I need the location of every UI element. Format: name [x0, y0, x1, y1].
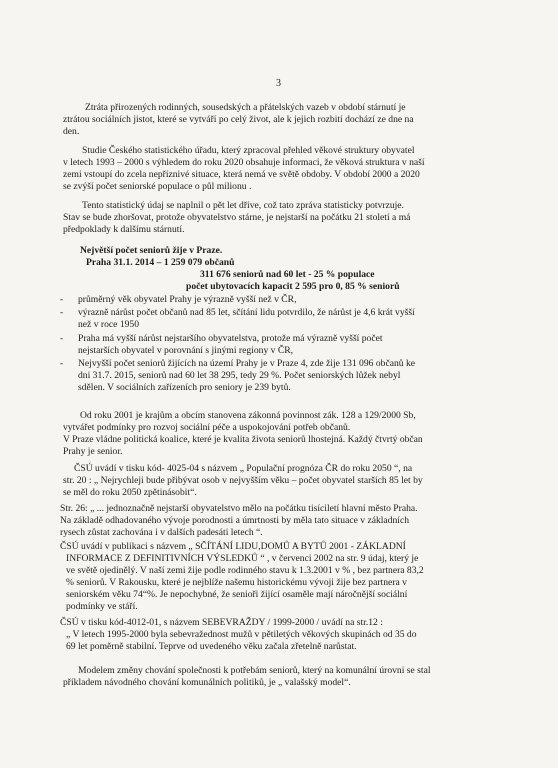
page-number: 3 — [276, 78, 281, 89]
bullet-dash: - — [60, 294, 64, 305]
paragraph-line: Prahy je senior. — [63, 446, 123, 457]
paragraph-line: se zvýší počet seniorské populace o půl milionu . — [63, 181, 252, 192]
paragraph-line: Studie Českého statistického úřadu, který zpracoval přehled věkové struktury obyvatel — [82, 145, 415, 156]
paragraph-line: % seniorů. V Rakousku, které je nejblíže našemu historickému vývoji žije bez partnera v — [66, 577, 407, 588]
list-item: sdělen. V sociálních zařízeních pro seniory je 239 bytů. — [78, 382, 291, 393]
list-item: dni 31.7. 2015, seniorů nad 60 let 38 295, tedy 29 %. Počet seniorských lůžek nebyl — [78, 370, 401, 381]
paragraph-line: Stav se bude zhoršovat, protože obyvatelstvo stárne, je nejstarší na počátku 21 století a má — [63, 212, 411, 223]
paragraph-line: vytvářet podmínky pro rozvoj sociální péče a uspokojování potřeb občanů. — [63, 422, 351, 433]
paragraph-line: ČSÚ v tisku kód-4012-01, s názvem SEBEVRAŽDY / 1999-2000 / uvádí na str.12 : — [60, 617, 383, 628]
paragraph-line: str. 20 : „ Nejrychleji bude přibývat osob v nejvyšším věku – počet obyvatel starších 85 let by — [63, 475, 423, 486]
paragraph-line: „ V letech 1995-2000 byla sebevražednost mužů v pětiletých věkových skupinách od 35 do — [66, 629, 417, 640]
paragraph-line: v letech 1993 – 2000 s výhledem do roku 2020 obsahuje informaci, že věková struktura v naší — [63, 157, 425, 168]
heading: 311 676 seniorů nad 60 let - 25 % populace — [200, 269, 375, 280]
paragraph-line: seniorském věku 74“%. Je nepochybné, že senioři žijící osaměle mají náročnější sociální — [66, 589, 408, 600]
list-item: výrazně nárůst počet občanů nad 85 let, sčítání lidu potvrdilo, že nárůst je 4,6 krát vyšší — [78, 307, 415, 318]
list-item: Nejvyšší počet seniorů žijících na území Prahy je v Praze 4, zde žije 131 096 občanů ke — [78, 358, 416, 369]
bullet-dash: - — [60, 358, 64, 369]
paragraph-line: předpoklady k dalšímu stárnutí. — [63, 224, 185, 235]
paragraph-line: INFORMACE Z DEFINITIVNÍCH VÝSLEDKŮ “ , v červenci 2002 na str. 9 údaj, který je — [66, 553, 419, 564]
paragraph-line: ČSÚ uvádí v tisku kód- 4025-04 s názvem „ Populační prognóza ČR do roku 2050 “, na — [74, 463, 413, 474]
paragraph-line: ČSÚ uvádí v publikaci s názvem „ SČÍTÁNÍ LIDU,DOMŮ A BYTŮ 2001 - ZÁKLADNÍ — [60, 541, 406, 552]
paragraph-line: 69 let poměrně stabilní. Teprve od uvedeného věku začala zřetelně narůstat. — [66, 641, 357, 652]
paragraph-line: Str. 26: „ ... jednoznačně nejstarší obyvatelstvo mělo na počátku tisíciletí hlavní město Praha. — [60, 503, 418, 514]
paragraph-line: Modelem změny chování společnosti k potřebám seniorů, který na komunální úrovni se stal — [78, 665, 431, 676]
list-item: Praha má vyšší nárůst nejstaršího obyvatelstva, protože má výrazně vyšší počet — [78, 333, 383, 344]
paragraph-line: se měl do roku 2050 zpětinásobit“. — [63, 487, 197, 498]
heading: Největší počet seniorů žije v Praze. — [80, 245, 223, 256]
paragraph-line: Na základě odhadovaného vývoje porodnosti a úmrtnosti by měla tato situace v základních — [60, 515, 410, 526]
list-item: nejstarších obyvatel v porovnání s jinými regiony v ČR, — [78, 345, 294, 356]
bullet-dash: - — [60, 333, 64, 344]
heading: počet ubytovacích kapacit 2 595 pro 0, 85 % seniorů — [186, 281, 400, 292]
paragraph-line: rysech zůstat zachována i v dalších padesáti letech “. — [60, 527, 263, 538]
list-item: než v roce 1950 — [78, 319, 140, 330]
paragraph-line: podmínky ve stáří. — [66, 601, 138, 612]
heading: Praha 31.1. 2014 – 1 259 079 občanů — [86, 257, 235, 268]
paragraph-line: zemi vstoupí do zcela nepříznivé situace, která nemá ve světě obdoby. V období 2000 a 2020 — [63, 169, 420, 180]
list-item: průměrný věk obyvatel Prahy je výrazně vyšší než v ČR, — [78, 294, 297, 305]
bullet-dash: - — [60, 307, 64, 318]
paragraph-line: ztrátou sociálních jistot, které se vytváří po celý život, ale k jejich rozbití dochází ze dne na — [63, 114, 414, 125]
paragraph-line: ve světě ojedinělý. V naší zemi žije podle rodinného stavu k 1.3.2001 v % , bez partnera 83,2 — [66, 565, 424, 576]
paragraph-line: Tento statistický údaj se naplnil o pět let dříve, což tato zpráva statisticky potvrzuje. — [82, 200, 404, 211]
paragraph-line: Od roku 2001 je krajům a obcím stanovena zákonná povinnost zák. 128 a 129/2000 Sb, — [80, 410, 416, 421]
paragraph-line: den. — [63, 126, 80, 137]
paragraph-line: příkladem návodného chování komunálních politiků, je „ valašský model“. — [63, 677, 351, 688]
paragraph-line: Ztráta přirozených rodinných, sousedských a přátelských vazeb v období stárnutí je — [85, 102, 406, 113]
paragraph-line: V Praze vládne politická koalice, které je kvalita života seniorů lhostejná. Každý čtvrtý občan — [63, 434, 423, 445]
